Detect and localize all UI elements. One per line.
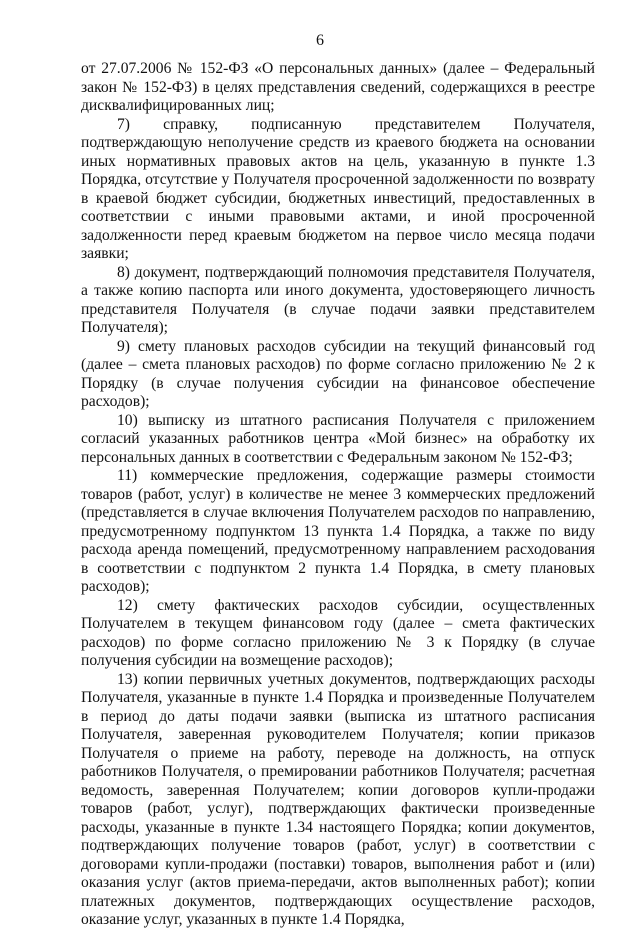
paragraph-item-10: 10) выписку из штатного расписания Получателя с приложением согласий указанных работников центра «Мой бизнес» на обработку их персональных данных в соответствии с Федеральным законом № 152-ФЗ; [81,411,595,466]
paragraph-continuation: от 27.07.2006 № 152-ФЗ «О персональных данных» (далее – Федеральный закон № 152-ФЗ) в целях представления сведений, содержащихся в реестре дисквалифицированных лиц; [81,60,595,114]
paragraph-item-11: 11) коммерческие предложения, содержащие размеры стоимости товаров (работ, услуг) в количестве не менее 3 коммерческих предложений (представляется в случае включения Получателем расходов по направлению, предусмотренному подпунктом 13 пункта 1.4 Порядка, а также по виду расхода аренда помещений, предусмотренному направлением расходования в соответствии с подпунктом 2 пункта 1.4 Порядка, в смету плановых расходов); [81,467,595,595]
page-number: 6 [316,32,324,49]
paragraph-item-8: 8) документ, подтверждающий полномочия представителя Получателя, а также копию паспорта или иного документа, удостоверяющего личность представителя Получателя (в случае подачи заявки представителем Получателя); [81,263,595,336]
paragraph-item-7: 7) справку, подписанную представителем Получателя, подтверждающую неполучение средств из краевого бюджета на основании иных нормативных правовых актов на цель, указанную в пункте 1.3 Порядка, отсутствие у Получателя просроченной задолженности по возврату в краевой бюджет субсидии, бюджетных инвестиций, предоставленных в соответствии с иными правовыми актами, и иной просроченной задолженности перед краевым бюджетом на первое число месяца подачи заявки; [81,115,595,262]
paragraph-item-9: 9) смету плановых расходов субсидии на текущий финансовый год (далее – смета плановых расходов) по форме согласно приложению № 2 к Порядку (в случае получения субсидии на финансовое обеспечение расходов); [81,337,595,410]
document-body [81,60,595,930]
paragraph-item-12: 12) смету фактических расходов субсидии, осуществленных Получателем в текущем финансовом году (далее – смета фактических расходов) по форме согласно приложению № 3 к Порядку (в случае получения субсидии на возмещение расходов); [81,596,595,669]
paragraph-item-13: 13) копии первичных учетных документов, подтверждающих расходы Получателя, указанные в пункте 1.4 Порядка и произведенные Получателем в период до даты подачи заявки (выписка из штатного расписания Получателя, заверенная руководителем Получателя; копии приказов Получателя о приеме на работу, переводе на должность, на отпуск работников Получателя, о премировании работников Получателя; расчетная ведомость, заверенная Получателем; копии договоров купли-продажи товаров (работ, услуг), подтверждающих фактически произведенные расходы, указанные в пункте 1.34 настоящего Порядка; копии документов, подтверждающих получение товаров (работ, услуг) в соответствии с договорами купли-продажи (поставки) товаров, выполнения работ и (или) оказания услуг (актов приема-передачи, актов выполненных работ); копии платежных документов, подтверждающих осуществление расходов, оказание услуг, указанных в пункте 1.4 Порядка, [81,670,595,928]
